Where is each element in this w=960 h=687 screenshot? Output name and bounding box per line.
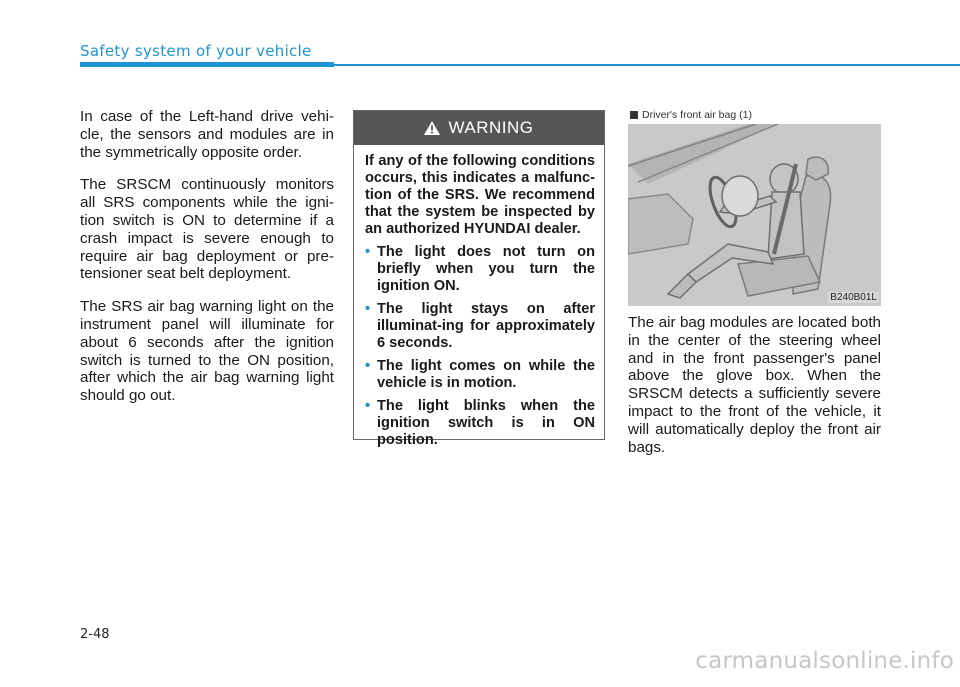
- figure-caption: [630, 109, 752, 121]
- watermark: carmanualsonline.info: [695, 648, 954, 674]
- driver-airbag-drawing: [628, 124, 881, 306]
- warning-intro: If any of the following conditions occurs, this indicates a malfunc-tion of the SRS. We recommend that the system be inspected by an authorized HYUNDAI dealer.: [365, 153, 595, 237]
- warning-item: [365, 358, 595, 392]
- right-paragraph: The air bag modules are located both in the center of the steering wheel and in the front passenger's panel above the glove box. When the SRSCM detects a sufficiently severe impact to the front of the vehicle, it will automatically deploy the front air bags.: [628, 314, 881, 456]
- warning-item-text: The light does not turn on briefly when you turn the ignition ON.: [377, 244, 595, 294]
- warning-header: [354, 111, 604, 145]
- page-number: 2-48: [80, 627, 110, 642]
- left-column: [80, 108, 334, 420]
- warning-list: [365, 244, 595, 449]
- right-column: [628, 314, 881, 456]
- bullet-icon: •: [365, 244, 371, 260]
- warning-title: WARNING: [448, 118, 534, 137]
- warning-box: [353, 110, 605, 448]
- header-accent-bar: [80, 62, 334, 67]
- warning-item-text: The light comes on while the vehicle is in motion.: [377, 358, 595, 391]
- warning-body: [354, 145, 604, 449]
- bullet-icon: •: [365, 398, 371, 414]
- figure-caption-text: Driver's front air bag (1): [642, 109, 752, 121]
- left-paragraph-3: The SRS air bag warning light on the instrument panel will illuminate for about 6 seconds after the ignition switch is turned to the ON position, after which the air bag warning light should go out.: [80, 298, 334, 405]
- left-paragraph-1: In case of the Left-hand drive vehi-cle, the sensors and modules are in the symmetrically opposite order.: [80, 108, 334, 161]
- section-title: Safety system of your vehicle: [80, 42, 312, 60]
- warning-item: [365, 244, 595, 295]
- warning-item: [365, 301, 595, 352]
- warning-item-text: The light stays on after illuminat-ing for approximately 6 seconds.: [377, 301, 595, 351]
- airbag-illustration: [628, 124, 881, 306]
- bullet-icon: •: [365, 301, 371, 317]
- left-paragraph-2: The SRSCM continuously monitors all SRS components while the igni-tion switch is ON to determine if a crash impact is severe enough to require air bag deployment or pre-tensioner seat belt deployment.: [80, 176, 334, 283]
- caption-square-icon: [630, 111, 638, 119]
- warning-item: [365, 398, 595, 449]
- warning-item-text: The light blinks when the ignition switch is in ON position.: [377, 398, 595, 448]
- figure-code: B240B01L: [830, 292, 877, 303]
- warning-triangle-icon: [424, 121, 440, 135]
- bullet-icon: •: [365, 358, 371, 374]
- header-rule: [334, 64, 960, 66]
